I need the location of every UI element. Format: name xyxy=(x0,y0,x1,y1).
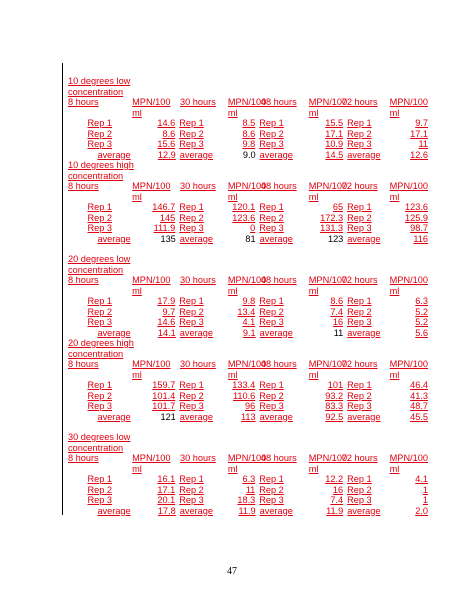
header-mpn: MPN/100 ml xyxy=(227,453,267,474)
header-mpn: MPN/100 ml xyxy=(227,275,267,296)
page-number: 47 xyxy=(227,566,237,577)
rep-label: Rep 3 xyxy=(259,317,284,327)
header-72-hours: 72 hours xyxy=(341,359,378,369)
rep-label: Rep 2 xyxy=(87,390,113,401)
header-mpn: MPN/100 ml xyxy=(132,453,171,474)
cell-72h: 12.6 xyxy=(410,149,429,160)
rep-label: Rep 3 xyxy=(179,317,204,327)
header-48-hours: 48 hours xyxy=(260,359,297,369)
cell-48h: 10.9 xyxy=(325,139,344,149)
header-mpn: MPN/100 ml xyxy=(227,359,267,380)
header-mpn: MPN/100 ml xyxy=(308,97,348,118)
cell-8h: 159.7 xyxy=(152,380,176,390)
table-row xyxy=(68,474,428,485)
rep-label: Rep 3 xyxy=(259,139,284,149)
rep-label: Rep 1 xyxy=(179,474,204,484)
rep-label: Rep 2 xyxy=(179,306,204,317)
rep-label: Rep 2 xyxy=(179,128,204,139)
cell-30h: 0 xyxy=(250,223,256,233)
header-mpn: MPN/100 ml xyxy=(132,275,171,296)
header-mpn: MPN/100 ml xyxy=(308,181,348,202)
header-mpn: MPN/100 ml xyxy=(389,453,428,474)
rep-label: Rep 2 xyxy=(347,212,372,223)
cell-72h: 2.0 xyxy=(415,505,429,516)
cell-72h: 17.1 xyxy=(410,128,428,139)
table-row xyxy=(68,129,428,140)
cell-8h: 121 xyxy=(160,411,176,422)
rep-label: Rep 1 xyxy=(87,474,113,484)
header-mpn: MPN/100 ml xyxy=(389,275,428,296)
cell-48h: 83.3 xyxy=(325,401,344,411)
cell-48h: 17.1 xyxy=(325,128,344,139)
cell-30h: 11 xyxy=(245,484,256,495)
cell-8h: 14.1 xyxy=(157,327,176,338)
table-row xyxy=(68,223,428,234)
average-label: average xyxy=(347,505,381,516)
cell-48h: 16 xyxy=(332,484,344,495)
table-row xyxy=(68,380,428,391)
rep-label: Rep 3 xyxy=(179,401,204,411)
cell-72h: 46.4 xyxy=(410,380,428,390)
average-label: average xyxy=(97,411,131,422)
header-8-hours: 8 hours xyxy=(68,181,99,191)
cell-72h: 9.7 xyxy=(415,118,428,128)
cell-8h: 9.7 xyxy=(162,306,176,317)
header-row xyxy=(68,359,428,380)
average-label: average xyxy=(97,233,131,244)
cell-72h: 1 xyxy=(422,495,428,505)
rep-label: Rep 2 xyxy=(87,212,113,223)
rep-label: Rep 3 xyxy=(347,495,372,505)
cell-8h: 14.6 xyxy=(157,118,176,128)
cell-30h: 123.6 xyxy=(232,212,256,223)
rep-label: Rep 3 xyxy=(347,223,372,233)
cell-48h: 172.3 xyxy=(320,212,344,223)
rep-label: Rep 3 xyxy=(347,139,372,149)
table-row xyxy=(68,317,428,328)
cell-30h: 8.5 xyxy=(242,118,256,128)
cell-48h: 131.3 xyxy=(320,223,344,233)
header-mpn: MPN/100 ml xyxy=(132,181,171,202)
cell-30h: 4.1 xyxy=(242,317,256,327)
cell-72h: 116 xyxy=(413,233,429,244)
section-title: 10 degrees low concentration xyxy=(68,76,131,97)
rep-label: Rep 1 xyxy=(259,296,284,306)
header-72-hours: 72 hours xyxy=(341,453,378,463)
rep-label: Rep 1 xyxy=(87,380,113,390)
mpn-table xyxy=(68,76,428,516)
cell-72h: 45.5 xyxy=(410,411,429,422)
cell-30h: 9.8 xyxy=(242,139,256,149)
rep-label: Rep 1 xyxy=(259,380,284,390)
header-row xyxy=(68,453,428,474)
rep-label: Rep 1 xyxy=(347,380,372,390)
average-label: average xyxy=(259,327,293,338)
average-row xyxy=(68,412,428,423)
average-label: average xyxy=(97,149,131,160)
header-30-hours: 30 hours xyxy=(180,453,216,463)
cell-48h: 93.2 xyxy=(325,390,344,401)
cell-48h: 15.5 xyxy=(325,118,344,128)
rep-label: Rep 1 xyxy=(259,474,284,484)
average-label: average xyxy=(259,233,293,244)
cell-48h: 7.4 xyxy=(330,306,344,317)
average-label: average xyxy=(179,327,213,338)
cell-72h: 123.6 xyxy=(405,202,428,212)
cell-72h: 1 xyxy=(422,484,428,495)
header-mpn: MPN/100 ml xyxy=(132,97,171,118)
rep-label: Rep 2 xyxy=(259,212,284,223)
cell-48h: 16 xyxy=(332,317,344,327)
header-mpn: MPN/100 ml xyxy=(132,359,171,380)
rep-label: Rep 3 xyxy=(87,495,113,505)
header-48-hours: 48 hours xyxy=(260,453,297,463)
cell-8h: 12.9 xyxy=(157,149,176,160)
header-8-hours: 8 hours xyxy=(68,453,99,463)
table-row xyxy=(68,391,428,402)
rep-label: Rep 2 xyxy=(347,484,372,495)
average-label: average xyxy=(347,149,381,160)
rep-label: Rep 1 xyxy=(179,296,204,306)
cell-30h: 133.4 xyxy=(232,380,256,390)
rep-label: Rep 1 xyxy=(179,202,204,212)
section-title: 30 degrees low concentration xyxy=(68,432,131,453)
rep-label: Rep 3 xyxy=(179,495,204,505)
cell-48h: 12.2 xyxy=(325,474,344,484)
section-30-low xyxy=(68,432,428,516)
cell-8h: 17.1 xyxy=(157,484,176,495)
header-mpn: MPN/100 ml xyxy=(227,97,267,118)
average-row xyxy=(68,234,428,245)
header-8-hours: 8 hours xyxy=(68,97,99,107)
average-label: average xyxy=(347,327,381,338)
cell-8h: 101.7 xyxy=(152,401,176,411)
rep-label: Rep 3 xyxy=(87,139,113,149)
table-row xyxy=(68,495,428,506)
rep-label: Rep 2 xyxy=(179,390,204,401)
table-row xyxy=(68,202,428,213)
header-row xyxy=(68,181,428,202)
rep-label: Rep 1 xyxy=(259,202,284,212)
cell-48h: 92.5 xyxy=(325,411,344,422)
header-30-hours: 30 hours xyxy=(180,181,216,191)
cell-30h: 120.1 xyxy=(232,202,256,212)
average-label: average xyxy=(347,233,381,244)
table-row xyxy=(68,401,428,412)
section-title: 20 degrees high concentration xyxy=(68,338,134,359)
rep-label: Rep 1 xyxy=(87,202,113,212)
rep-label: Rep 3 xyxy=(347,317,372,327)
rep-label: Rep 3 xyxy=(87,223,113,233)
cell-8h: 15.6 xyxy=(157,139,176,149)
average-label: average xyxy=(259,505,293,516)
header-30-hours: 30 hours xyxy=(180,97,216,107)
rep-label: Rep 1 xyxy=(347,474,372,484)
cell-8h: 17.8 xyxy=(157,505,176,516)
header-mpn: MPN/100 ml xyxy=(389,181,428,202)
section-20-high xyxy=(68,338,428,422)
cell-72h: 98.7 xyxy=(410,223,428,233)
cell-30h: 96 xyxy=(245,401,256,411)
rep-label: Rep 3 xyxy=(87,317,113,327)
rep-label: Rep 2 xyxy=(259,390,284,401)
cell-30h: 6.3 xyxy=(242,474,256,484)
cell-30h: 11.9 xyxy=(238,505,256,516)
rep-label: Rep 1 xyxy=(87,118,113,128)
table-row xyxy=(68,213,428,224)
header-mpn: MPN/100 ml xyxy=(389,97,428,118)
cell-30h: 13.4 xyxy=(237,306,256,317)
cell-8h: 135 xyxy=(160,233,176,244)
header-48-hours: 48 hours xyxy=(260,181,297,191)
table-row xyxy=(68,118,428,129)
header-mpn: MPN/100 ml xyxy=(308,275,348,296)
cell-8h: 20.1 xyxy=(157,495,176,505)
cell-30h: 9.1 xyxy=(242,327,256,338)
rep-label: Rep 3 xyxy=(87,401,113,411)
rep-label: Rep 2 xyxy=(347,128,372,139)
table-row xyxy=(68,307,428,318)
rep-label: Rep 3 xyxy=(259,401,284,411)
header-48-hours: 48 hours xyxy=(260,97,297,107)
cell-30h: 113 xyxy=(241,411,256,422)
table-row xyxy=(68,485,428,496)
average-label: average xyxy=(179,149,213,160)
rep-label: Rep 2 xyxy=(347,390,372,401)
rep-label: Rep 3 xyxy=(347,401,372,411)
average-label: average xyxy=(179,233,213,244)
rep-label: Rep 1 xyxy=(87,296,113,306)
rep-label: Rep 3 xyxy=(259,223,284,233)
header-mpn: MPN/100 ml xyxy=(308,359,348,380)
rep-label: Rep 3 xyxy=(259,495,284,505)
average-label: average xyxy=(97,505,131,516)
table-row xyxy=(68,296,428,307)
cell-72h: 5.2 xyxy=(415,317,428,327)
cell-8h: 17.9 xyxy=(157,296,176,306)
cell-30h: 9.0 xyxy=(242,149,256,160)
section-title: 10 degrees high concentration xyxy=(68,160,134,181)
cell-30h: 9.8 xyxy=(242,296,256,306)
cell-8h: 111.9 xyxy=(153,223,176,233)
rep-label: Rep 1 xyxy=(347,118,372,128)
header-row xyxy=(68,275,428,296)
cell-48h: 7.4 xyxy=(330,495,344,505)
header-mpn: MPN/100 ml xyxy=(227,181,267,202)
rep-label: Rep 3 xyxy=(179,223,204,233)
rep-label: Rep 1 xyxy=(259,118,284,128)
average-label: average xyxy=(179,505,213,516)
header-8-hours: 8 hours xyxy=(68,275,99,285)
average-row xyxy=(68,328,428,339)
average-row xyxy=(68,506,428,517)
cell-48h: 8.6 xyxy=(330,296,344,306)
rep-label: Rep 2 xyxy=(87,484,113,495)
average-label: average xyxy=(259,411,293,422)
cell-72h: 48.7 xyxy=(410,401,428,411)
rep-label: Rep 1 xyxy=(347,296,372,306)
rep-label: Rep 2 xyxy=(259,128,284,139)
rep-label: Rep 1 xyxy=(179,380,204,390)
header-30-hours: 30 hours xyxy=(180,275,216,285)
cell-48h: 65 xyxy=(332,202,344,212)
rep-label: Rep 3 xyxy=(179,139,204,149)
rep-label: Rep 2 xyxy=(347,306,372,317)
rep-label: Rep 2 xyxy=(179,484,204,495)
section-10-low xyxy=(68,76,428,160)
rep-label: Rep 2 xyxy=(259,306,284,317)
header-mpn: MPN/100 ml xyxy=(308,453,348,474)
average-label: average xyxy=(259,149,293,160)
cell-8h: 145 xyxy=(159,212,176,223)
cell-72h: 5.2 xyxy=(415,306,428,317)
rep-label: Rep 1 xyxy=(347,202,372,212)
cell-48h: 11.9 xyxy=(326,505,344,516)
rep-label: Rep 2 xyxy=(179,212,204,223)
header-30-hours: 30 hours xyxy=(180,359,216,369)
cell-48h: 11 xyxy=(333,327,344,338)
cell-48h: 14.5 xyxy=(325,149,344,160)
cell-30h: 8.6 xyxy=(242,128,256,139)
section-20-low xyxy=(68,254,428,338)
header-8-hours: 8 hours xyxy=(68,359,99,369)
average-row xyxy=(68,150,428,161)
header-72-hours: 72 hours xyxy=(341,97,378,107)
section-title: 20 degrees low concentration xyxy=(68,254,131,275)
cell-8h: 101.4 xyxy=(152,390,176,401)
header-mpn: MPN/100 ml xyxy=(389,359,428,380)
cell-8h: 8.6 xyxy=(162,128,176,139)
cell-72h: 6.3 xyxy=(415,296,428,306)
rep-label: Rep 2 xyxy=(259,484,284,495)
rep-label: Rep 2 xyxy=(87,306,113,317)
cell-30h: 110.6 xyxy=(232,390,256,401)
cell-72h: 5.6 xyxy=(415,327,429,338)
cell-30h: 81 xyxy=(245,233,256,244)
cell-48h: 101 xyxy=(327,380,344,390)
margin-rule xyxy=(62,63,63,515)
cell-48h: 123 xyxy=(327,233,344,244)
average-label: average xyxy=(179,411,213,422)
cell-8h: 146.7 xyxy=(152,202,176,212)
rep-label: Rep 2 xyxy=(87,128,113,139)
cell-72h: 4.1 xyxy=(415,474,428,484)
cell-72h: 41.3 xyxy=(410,390,428,401)
rep-label: Rep 1 xyxy=(179,118,204,128)
cell-30h: 18.3 xyxy=(237,495,256,505)
header-row xyxy=(68,97,428,118)
cell-8h: 16.1 xyxy=(157,474,176,484)
header-72-hours: 72 hours xyxy=(341,181,378,191)
section-10-high xyxy=(68,160,428,244)
header-48-hours: 48 hours xyxy=(260,275,297,285)
table-row xyxy=(68,139,428,150)
cell-72h: 125.9 xyxy=(405,212,428,223)
cell-8h: 14.6 xyxy=(157,317,176,327)
average-label: average xyxy=(97,327,131,338)
header-72-hours: 72 hours xyxy=(341,275,378,285)
average-label: average xyxy=(347,411,381,422)
cell-72h: 11 xyxy=(418,139,428,149)
